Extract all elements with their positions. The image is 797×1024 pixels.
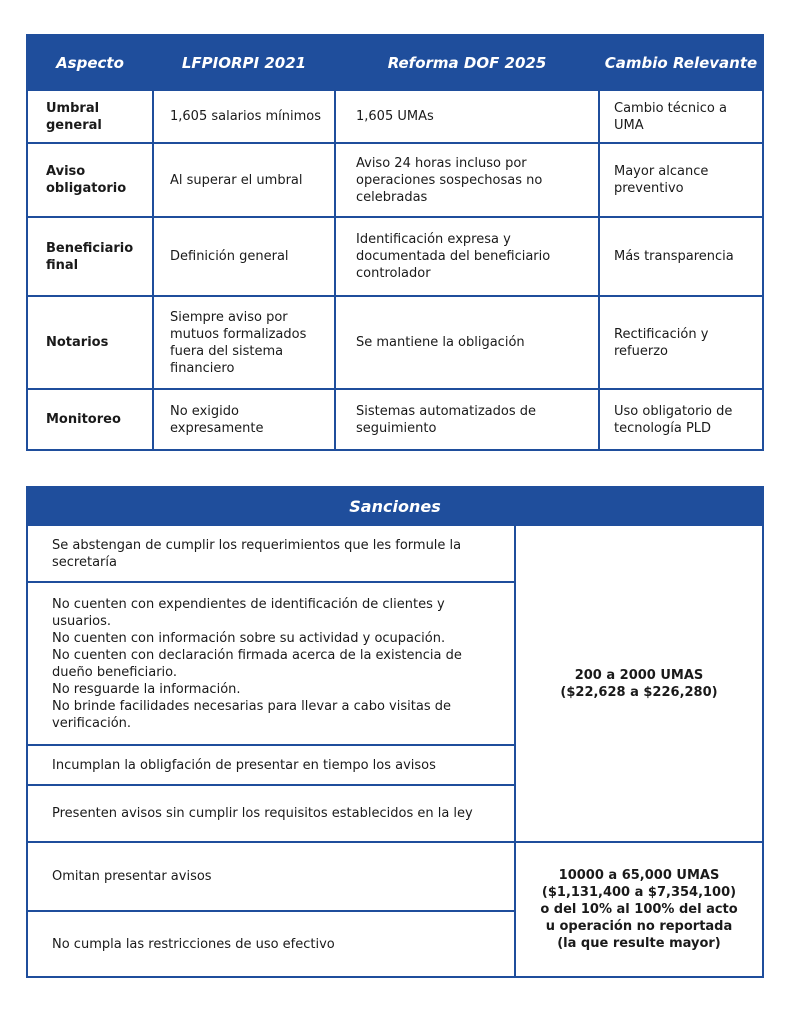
row-cambio: Uso obligatorio de tecnología PLD [599, 389, 763, 450]
condition-line: Presenten avisos sin cumplir los requisitos establecidos en la ley [52, 806, 473, 821]
condition-line: No resguarde la información. [52, 681, 241, 697]
row-aspect: Beneficiario final [27, 217, 153, 296]
header-aspecto: Aspecto [27, 35, 153, 90]
row-reforma-2025: Sistemas automatizados de seguimiento [335, 389, 599, 450]
row-cambio: Cambio técnico a UMA [599, 90, 763, 143]
sanction-condition [27, 745, 515, 785]
row-lfpiorpi-2021: No exigido expresamente [153, 389, 335, 450]
sanctions-header-row [27, 487, 763, 525]
condition-line: No cuenten con declaración firmada acerca de la existencia de dueño beneficiario. [52, 647, 462, 680]
table-row [27, 296, 763, 389]
sanction-condition [27, 525, 515, 582]
condition-line: No brinde facilidades necesarias para llevar a cabo visitas de verificación. [52, 698, 451, 731]
penalty-line: 10000 a 65,000 UMAS [558, 868, 720, 883]
row-aspect: Aviso obligatorio [27, 143, 153, 217]
table-row [27, 389, 763, 450]
table-row [27, 842, 763, 911]
condition-line: No cuenten con expendientes de identificación de clientes y usuarios. [52, 596, 445, 629]
row-aspect: Monitoreo [27, 389, 153, 450]
table-row [27, 143, 763, 217]
condition-line: Omitan presentar avisos [52, 869, 212, 884]
row-reforma-2025: Se mantiene la obligación [335, 296, 599, 389]
penalty-line: 200 a 2000 UMAS [574, 667, 704, 683]
row-lfpiorpi-2021: Al superar el umbral [153, 143, 335, 217]
comparison-header-row [27, 35, 763, 90]
row-cambio: Mayor alcance preventivo [599, 143, 763, 217]
condition-line: Se abstengan de cumplir los requerimientos que les formule la secretaría [52, 537, 462, 570]
sanction-condition [27, 842, 515, 911]
condition-line: No cumpla las restricciones de uso efectivo [52, 936, 335, 952]
sanction-condition [27, 911, 515, 977]
row-lfpiorpi-2021: Siempre aviso por mutuos formalizados fuera del sistema financiero [153, 296, 335, 389]
sanctions-table [26, 486, 764, 978]
sanction-condition [27, 582, 515, 745]
table-row [27, 90, 763, 143]
sanction-penalty-1 [515, 525, 763, 842]
row-lfpiorpi-2021: Definición general [153, 217, 335, 296]
condition-line: No cuenten con información sobre su actividad y ocupación. [52, 630, 446, 646]
header-lfpiorpi-2021: LFPIORPI 2021 [153, 35, 335, 90]
table-row [27, 525, 763, 582]
row-reforma-2025: Identificación expresa y documentada del beneficiario controlador [335, 217, 599, 296]
row-lfpiorpi-2021: 1,605 salarios mínimos [153, 90, 335, 143]
row-cambio: Rectificación y refuerzo [599, 296, 763, 389]
penalty-line: o del 10% al 100% del acto u operación no reportada (la que resulte mayor) [540, 902, 738, 951]
header-reforma-dof-2025: Reforma DOF 2025 [335, 35, 599, 90]
condition-line: Incumplan la obligfación de presentar en tiempo los avisos [52, 757, 436, 773]
row-reforma-2025: Aviso 24 horas incluso por operaciones sospechosas no celebradas [335, 143, 599, 217]
comparison-table [26, 34, 764, 451]
sanction-penalty-2 [515, 842, 763, 977]
table-row [27, 217, 763, 296]
sanction-condition [27, 785, 515, 842]
row-aspect: Umbral general [27, 90, 153, 143]
row-reforma-2025: 1,605 UMAs [335, 90, 599, 143]
penalty-line: ($1,131,400 a $7,354,100) [541, 885, 737, 900]
row-aspect: Notarios [27, 296, 153, 389]
header-cambio-relevante: Cambio Relevante [599, 35, 763, 90]
row-cambio: Más transparencia [599, 217, 763, 296]
sanctions-title: Sanciones [27, 487, 763, 525]
penalty-line: ($22,628 a $226,280) [560, 684, 718, 700]
